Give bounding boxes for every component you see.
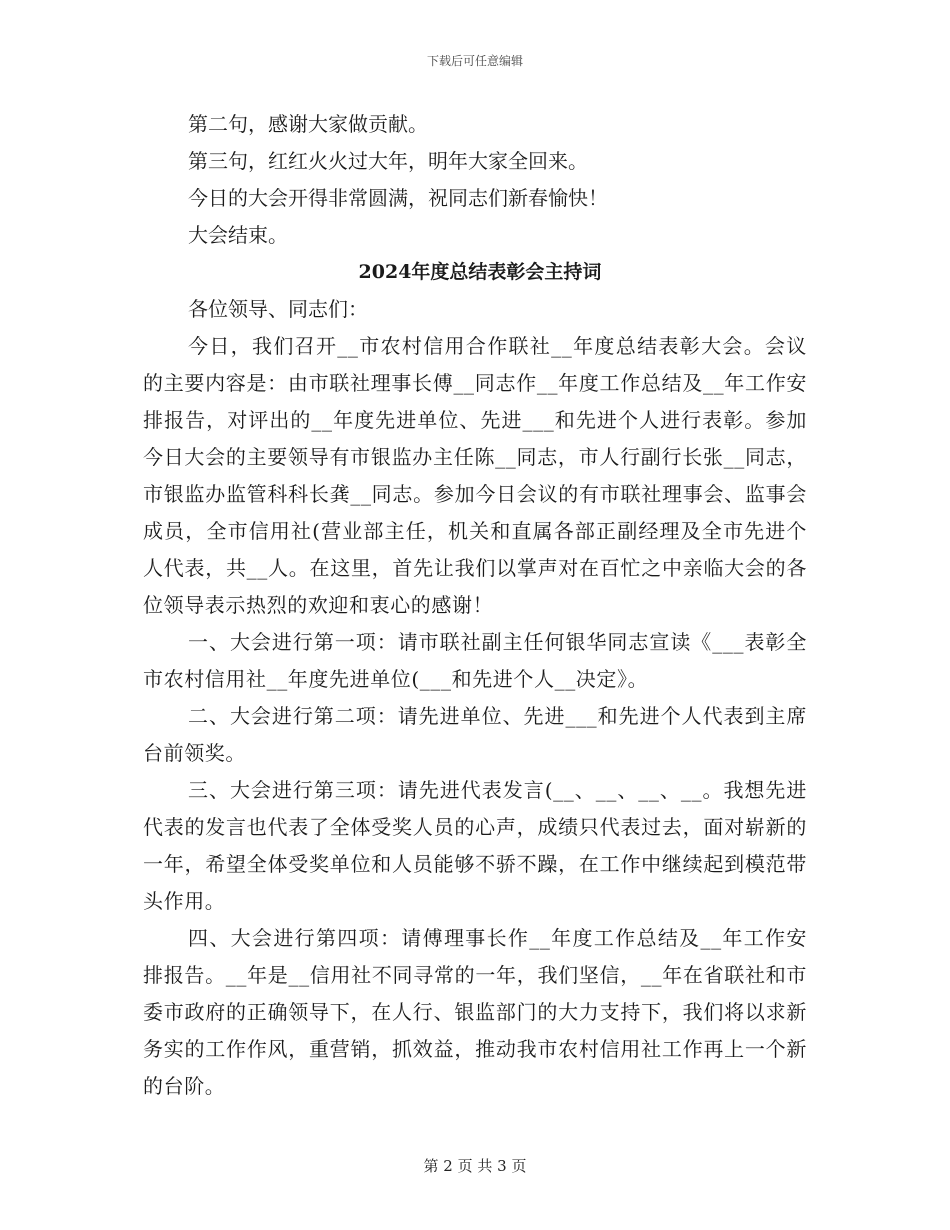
paragraph-opening: 今日，我们召开__市农村信用合作联社__年度总结表彰大会。会议的主要内容是：由市联社理事长傅__同志作__年度工作总结及__年工作安排报告，对评出的__年度先进单位、先进___和先进个人进行表彰。参加今日大会的主要领导有市银监办主任陈__同志，市人行副行长张__同志，市银监办监管科科长龚__同志。参加今日会议的有市联社理事会、监事会成员，全市信用社(营业部主任，机关和直属各部正副经理及全市先进个人代表，共__人。在这里，首先让我们以掌声对在百忙之中亲临大会的各位领导表示热烈的欢迎和衷心的感谢！ <box>143 334 807 617</box>
paragraph-item-4: 四、大会进行第四项：请傅理事长作__年度工作总结及__年工作安排报告。__年是__信用社不同寻常的一年，我们坚信，__年在省联社和市委市政府的正确领导下，在人行、银监部门的大力支持下，我们将以求新务实的工作作风，重营销，抓效益，推动我市农村信用社工作再上一个新的台阶。 <box>143 926 807 1098</box>
paragraph-item-1: 一、大会进行第一项：请市联社副主任何银华同志宣读《___表彰全市农村信用社__年度先进单位(___和先进个人__决定》。 <box>143 630 807 691</box>
intro-line-4: 大会结束。 <box>188 223 288 247</box>
page-number: 第 2 页 共 3 页 <box>423 1157 527 1175</box>
section-title: 2024年度总结表彰会主持词 <box>358 261 602 283</box>
page-header-note: 下载后可任意编辑 <box>426 54 523 68</box>
intro-line-1: 第二句，感谢大家做贡献。 <box>188 112 428 136</box>
paragraph-item-2: 二、大会进行第二项：请先进单位、先进___和先进个人代表到主席台前领奖。 <box>143 704 807 765</box>
intro-line-3: 今日的大会开得非常圆满，祝同志们新春愉快！ <box>188 186 608 210</box>
document-body <box>143 106 807 1105</box>
paragraph-item-3: 三、大会进行第三项：请先进代表发言(__、__、__、__。我想先进代表的发言也代表了全体受奖人员的心声，成绩只代表过去，面对崭新的一年，希望全体受奖单位和人员能够不骄不躁，在工作中继续起到模范带头作用。 <box>143 778 807 913</box>
intro-line-2: 第三句，红红火火过大年，明年大家全回来。 <box>188 149 588 173</box>
greeting: 各位领导、同志们： <box>188 297 368 321</box>
